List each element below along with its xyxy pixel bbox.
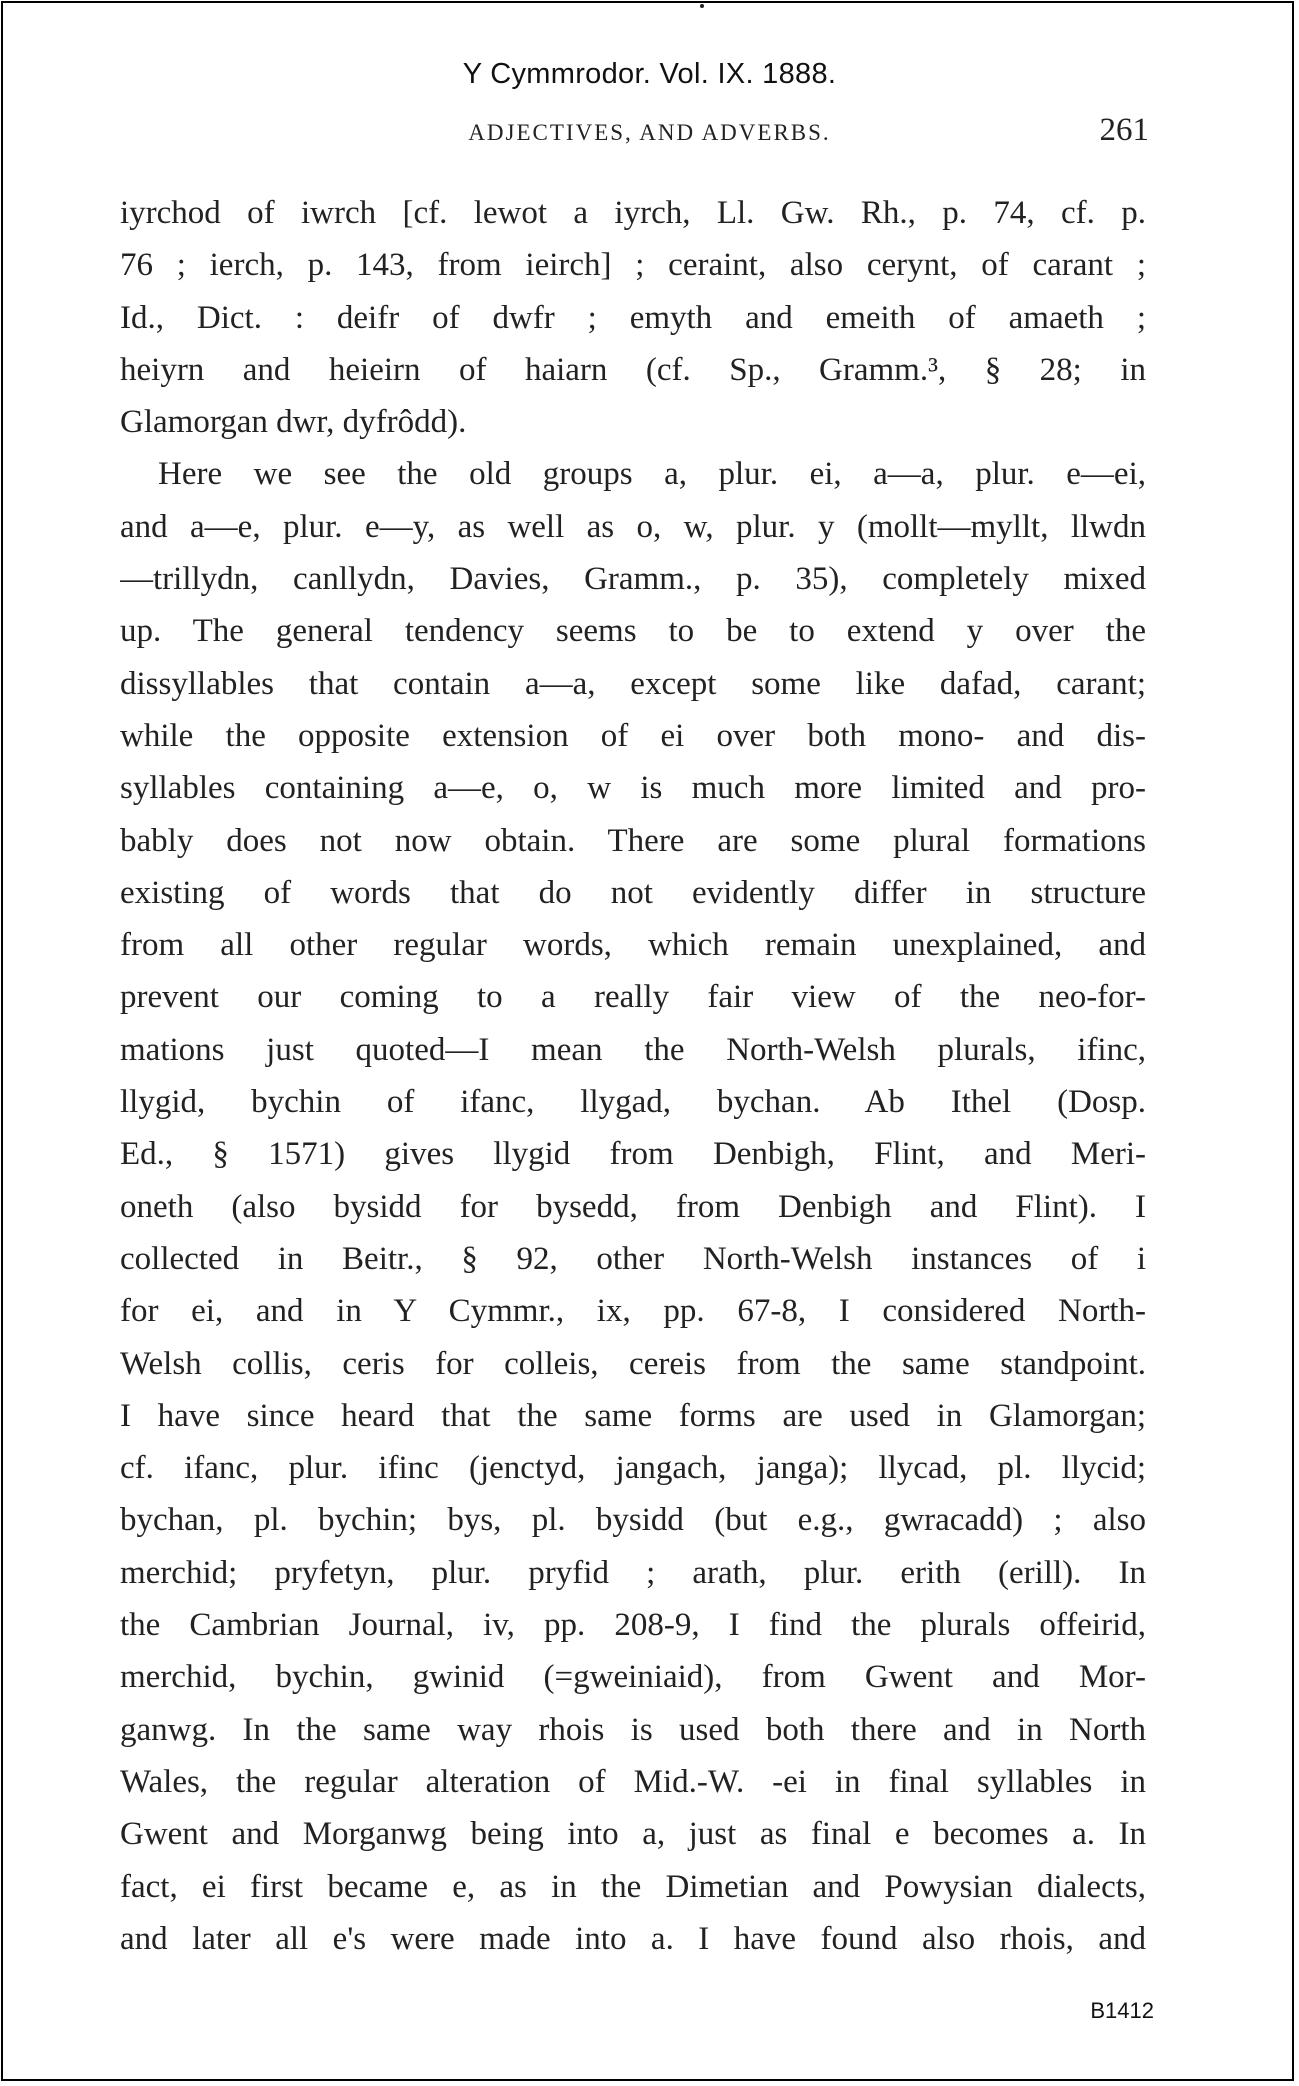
catalog-number: B1412 [1090,1998,1154,2023]
text-line: for ei, and in Y Cymmr., ix, pp. 67-8, I considered North- [120,1293,1146,1330]
text-line: cf. ifanc, plur. ifinc (jenctyd, jangach, janga); llycad, pl. llycid; [120,1450,1146,1487]
text-line: heiyrn and heieirn of haiarn (cf. Sp., Gramm.³, § 28; in [120,351,1146,388]
body-text [120,187,1146,1965]
text-line: from all other regular words, which remain unexplained, and [120,927,1146,964]
text-line: merchid; pryfetyn, plur. pryfid ; arath, plur. erith (erill). In [120,1554,1146,1591]
text-line: bychan, pl. bychin; bys, pl. bysidd (but e.g., gwracadd) ; also [120,1502,1146,1539]
text-line: iyrchod of iwrch [cf. lewot a iyrch, Ll. Gw. Rh., p. 74, cf. p. [120,195,1146,231]
text-line: collected in Beitr., § 92, other North-Welsh instances of i [120,1240,1146,1277]
text-line: while the opposite extension of ei over both mono- and dis- [120,717,1146,754]
text-line: dissyllables that contain a—a, except some like dafad, carant; [120,665,1146,702]
text-line: syllables containing a—e, o, w is much more limited and pro- [120,770,1146,807]
text-line: Id., Dict. : deifr of dwfr ; emyth and emeith of amaeth ; [120,299,1146,336]
text-line: and a—e, plur. e—y, as well as o, w, plur. y (mollt—myllt, llwdn [120,508,1146,545]
text-line: Wales, the regular alteration of Mid.-W. -ei in final syllables in [120,1763,1146,1800]
text-line: up. The general tendency seems to be to extend y over the [120,613,1146,650]
text-line: Glamorgan dwr, dyfrôdd). [120,404,467,441]
text-line: mations just quoted—I mean the North-Welsh plurals, ifinc, [120,1031,1146,1068]
text-line: merchid, bychin, gwinid (=gweiniaid), from Gwent and Mor- [120,1659,1146,1696]
text-line: and later all e's were made into a. I have found also rhois, and [120,1920,1146,1957]
text-line: existing of words that do not evidently differ in structure [120,874,1146,911]
text-line: llygid, bychin of ifanc, llygad, bychan. Ab Ithel (Dosp. [120,1084,1146,1121]
text-line: prevent our coming to a really fair view of the neo-for- [120,979,1146,1016]
text-line: ganwg. In the same way rhois is used both there and in North [120,1711,1146,1748]
page-number: 261 [1099,112,1149,148]
text-line: oneth (also bysidd for bysedd, from Denbigh and Flint). I [120,1188,1146,1225]
scan-speck [700,4,704,8]
text-line: the Cambrian Journal, iv, pp. 208-9, I find the plurals offeirid, [120,1607,1146,1644]
text-line: —trillydn, canllydn, Davies, Gramm., p. 35), completely mixed [120,561,1146,598]
journal-title: Y Cymmrodor. Vol. IX. 1888. [462,58,837,90]
text-line: 76 ; ierch, p. 143, from ieirch] ; ceraint, also cerynt, of carant ; [120,247,1146,284]
text-line: I have since heard that the same forms are used in Glamorgan; [120,1397,1146,1434]
text-line: fact, ei first became e, as in the Dimetian and Powysian dialects, [120,1868,1146,1905]
text-line: Welsh collis, ceris for colleis, cereis from the same standpoint. [120,1345,1146,1382]
text-line: Here we see the old groups a, plur. ei, a—a, plur. e—ei, [158,456,1146,493]
text-line: Ed., § 1571) gives llygid from Denbigh, Flint, and Meri- [120,1136,1146,1173]
text-line: Gwent and Morganwg being into a, just as final e becomes a. In [120,1816,1146,1853]
running-head: ADJECTIVES, AND ADVERBS. [468,120,831,145]
text-line: bably does not now obtain. There are some plural formations [120,822,1146,859]
